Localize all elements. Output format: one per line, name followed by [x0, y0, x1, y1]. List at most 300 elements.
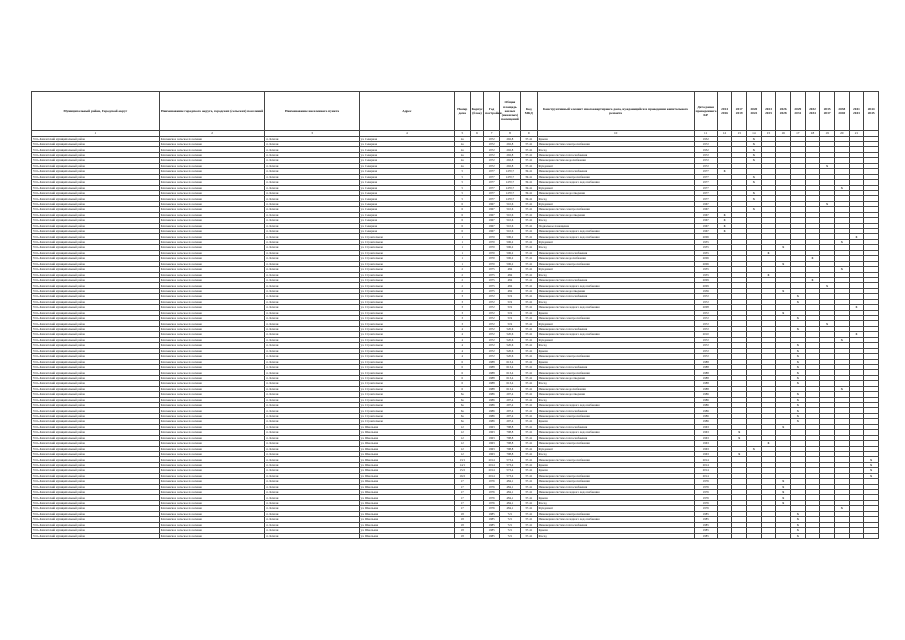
- period-mark: X: [790, 343, 805, 348]
- cell-year: 1976: [484, 484, 500, 489]
- cell-dist: Усть-Камчатский муниципальный район: [32, 370, 160, 375]
- cell-year: 1975: [484, 288, 500, 293]
- cell-code: 37-41: [520, 462, 537, 467]
- cell-dist: Усть-Камчатский муниципальный район: [32, 408, 160, 413]
- cell-sett: Ключевское сельское поселение: [159, 321, 265, 326]
- cell-elem: Инженерная система холодного водоснабжения: [537, 234, 694, 239]
- cell-addr: ул. Школьная: [359, 511, 454, 516]
- cell-code: 37-41: [520, 430, 537, 435]
- cell-prev: 1952: [694, 136, 717, 141]
- cell-area: 519: [499, 299, 520, 304]
- cell-loc: п. Ключи: [265, 142, 359, 147]
- cell-elem: Инженерная система электроснабжения: [537, 479, 694, 484]
- cell-sett: Ключевское сельское поселение: [159, 299, 265, 304]
- cell-sett: Ключевское сельское поселение: [159, 190, 265, 195]
- cell-loc: п. Ключи: [265, 533, 359, 538]
- cell-num: 1: [454, 239, 470, 244]
- cell-loc: п. Ключи: [265, 528, 359, 533]
- cell-year: 1977: [484, 190, 500, 195]
- cell-loc: п. Ключи: [265, 294, 359, 299]
- cell-addr: ул. Строительная: [359, 288, 454, 293]
- period-mark: X: [864, 468, 879, 473]
- cell-dist: Усть-Камчатский муниципальный район: [32, 180, 160, 185]
- cell-num: 6а: [454, 403, 470, 408]
- cell-area: 297,4: [499, 397, 520, 402]
- cell-code: 37-41: [520, 451, 537, 456]
- cell-dist: Усть-Камчатский муниципальный район: [32, 283, 160, 288]
- column-header: 2032 2034: [805, 92, 820, 131]
- cell-sett: Ключевское сельское поселение: [159, 174, 265, 179]
- cell-dist: Усть-Камчатский муниципальный район: [32, 234, 160, 239]
- period-mark: X: [776, 495, 791, 500]
- cell-prev: 1985: [694, 517, 717, 522]
- cell-code: 37-41: [520, 348, 537, 353]
- cell-loc: п. Ключи: [265, 180, 359, 185]
- cell-num: 3: [454, 316, 470, 321]
- cell-addr: ул. Школьная: [359, 500, 454, 505]
- cell-addr: ул. Северная: [359, 174, 454, 179]
- cell-elem: Инженерная система теплоснабжения: [537, 424, 694, 429]
- cell-loc: п. Ключи: [265, 441, 359, 446]
- period-cell: [820, 533, 835, 538]
- cell-loc: п. Ключи: [265, 386, 359, 391]
- column-number: 17: [790, 131, 805, 137]
- cell-loc: п. Ключи: [265, 430, 359, 435]
- cell-dist: Усть-Камчатский муниципальный район: [32, 169, 160, 174]
- cell-dist: Усть-Камчатский муниципальный район: [32, 451, 160, 456]
- cell-area: 484: [499, 288, 520, 293]
- cell-num: 2: [454, 283, 470, 288]
- cell-sett: Ключевское сельское поселение: [159, 196, 265, 201]
- cell-elem: Инженерная система электроснабжения: [537, 174, 694, 179]
- cell-dist: Усть-Камчатский муниципальный район: [32, 152, 160, 157]
- cell-elem: Крыша: [537, 468, 694, 473]
- cell-num: 5: [454, 169, 470, 174]
- cell-sett: Ключевское сельское поселение: [159, 343, 265, 348]
- cell-code: 37-41: [520, 479, 537, 484]
- cell-dist: Усть-Камчатский муниципальный район: [32, 245, 160, 250]
- period-cell: [864, 533, 879, 538]
- cell-year: 1985: [484, 522, 500, 527]
- cell-addr: ул. Школьная: [359, 446, 454, 451]
- cell-loc: п. Ключи: [265, 218, 359, 223]
- period-mark: X: [790, 408, 805, 413]
- cell-elem: Фундамент: [537, 163, 694, 168]
- cell-code: 37-41: [520, 326, 537, 331]
- cell-elem: Инженерная система теплоснабжения: [537, 152, 694, 157]
- cell-sett: Ключевское сельское поселение: [159, 375, 265, 380]
- cell-code: 37-41: [520, 490, 537, 495]
- period-mark: X: [790, 375, 805, 380]
- cell-prev: 2008: [694, 305, 717, 310]
- cell-addr: ул. Строительная: [359, 408, 454, 413]
- cell-year: 1972: [484, 321, 500, 326]
- column-header: 2017 2019: [732, 92, 747, 131]
- cell-area: 510,6: [499, 223, 520, 228]
- cell-sett: Ключевское сельское поселение: [159, 310, 265, 315]
- cell-addr: ул. Школьная: [359, 522, 454, 527]
- cell-elem: Фундамент: [537, 506, 694, 511]
- cell-num: 6а: [454, 397, 470, 402]
- cell-code: 37-41: [520, 337, 537, 342]
- cell-num: 17: [454, 490, 470, 495]
- column-number: 21: [849, 131, 864, 137]
- cell-elem: Инженерная система электроснабжения: [537, 457, 694, 462]
- cell-code: 37-41: [520, 522, 537, 527]
- period-cell: [717, 533, 732, 538]
- cell-code: 39-41: [520, 180, 537, 185]
- cell-prev: 1972: [694, 142, 717, 147]
- cell-elem: Фундамент: [537, 446, 694, 451]
- cell-dist: Усть-Камчатский муниципальный район: [32, 468, 160, 473]
- cell-year: 1963: [484, 441, 500, 446]
- cell-code: 37-41: [520, 239, 537, 244]
- cell-addr: ул. Строительная: [359, 316, 454, 321]
- period-mark: X: [864, 473, 879, 478]
- cell-sett: Ключевское сельское поселение: [159, 430, 265, 435]
- cell-elem: Инженерная система электроснабжения: [537, 511, 694, 516]
- cell-year: 1972: [484, 326, 500, 331]
- cell-elem: Инженерная система холодного водоснабжения: [537, 305, 694, 310]
- cell-loc: п. Ключи: [265, 517, 359, 522]
- column-header: 2020 2022: [747, 92, 762, 131]
- cell-sett: Ключевское сельское поселение: [159, 332, 265, 337]
- cell-loc: п. Ключи: [265, 147, 359, 152]
- period-mark: X: [761, 272, 776, 277]
- period-mark: X: [790, 354, 805, 359]
- column-header: Наименование городского округа, городских (сельских) поселений: [159, 92, 265, 131]
- period-mark: X: [776, 245, 791, 250]
- cell-elem: Фундамент: [537, 185, 694, 190]
- cell-addr: ул. Строительная: [359, 283, 454, 288]
- cell-loc: п. Ключи: [265, 261, 359, 266]
- cell-sett: Ключевское сельское поселение: [159, 136, 265, 141]
- cell-code: 37-41: [520, 136, 537, 141]
- cell-prev: 1967: [694, 218, 717, 223]
- cell-area: 798,8: [499, 435, 520, 440]
- cell-code: 37-41: [520, 201, 537, 206]
- cell-area: 721: [499, 517, 520, 522]
- period-mark: X: [790, 316, 805, 321]
- cell-num: 4а: [454, 136, 470, 141]
- cell-year: 1977: [484, 196, 500, 201]
- cell-prev: 1963: [694, 441, 717, 446]
- cell-dist: Усть-Камчатский муниципальный район: [32, 500, 160, 505]
- cell-sett: Ключевское сельское поселение: [159, 294, 265, 299]
- cell-year: 1976: [484, 500, 500, 505]
- cell-dist: Усть-Камчатский муниципальный район: [32, 441, 160, 446]
- cell-num: 6а: [454, 408, 470, 413]
- cell-prev: 1976: [694, 495, 717, 500]
- period-mark: X: [747, 190, 762, 195]
- period-mark: X: [790, 517, 805, 522]
- period-mark: X: [776, 288, 791, 293]
- cell-addr: ул. Школьная: [359, 462, 454, 467]
- cell-sett: Ключевское сельское поселение: [159, 392, 265, 397]
- cell-loc: п. Ключи: [265, 343, 359, 348]
- period-cell: [747, 533, 762, 538]
- column-number: 19: [820, 131, 835, 137]
- cell-loc: п. Ключи: [265, 354, 359, 359]
- column-header: 2023 2025: [761, 92, 776, 131]
- cell-year: 1986: [484, 403, 500, 408]
- cell-loc: п. Ключи: [265, 277, 359, 282]
- column-number: 18: [805, 131, 820, 137]
- cell-prev: 1967: [694, 229, 717, 234]
- cell-num: 4а: [454, 163, 470, 168]
- cell-area: 506,2: [499, 234, 520, 239]
- cell-year: 1977: [484, 169, 500, 174]
- cell-addr: ул. Школьная: [359, 495, 454, 500]
- cell-area: 798,8: [499, 451, 520, 456]
- cell-addr: ул. Строительная: [359, 299, 454, 304]
- cell-addr: ул. Строительная: [359, 343, 454, 348]
- cell-code: 37-41: [520, 223, 537, 228]
- cell-code: 37-41: [520, 245, 537, 250]
- cell-elem: Фасад: [537, 218, 694, 223]
- period-mark: X: [747, 174, 762, 179]
- cell-year: 1986: [484, 413, 500, 418]
- cell-addr: ул. Северная: [359, 180, 454, 185]
- cell-code: 37-41: [520, 354, 537, 359]
- cell-code: 37-41: [520, 473, 537, 478]
- cell-sett: Ключевское сельское поселение: [159, 522, 265, 527]
- cell-prev: 1955: [694, 272, 717, 277]
- cell-area: 798,8: [499, 424, 520, 429]
- cell-sett: Ключевское сельское поселение: [159, 326, 265, 331]
- cell-year: 1972: [484, 299, 500, 304]
- column-header: 2014 2016: [717, 92, 732, 131]
- cell-code: 37-41: [520, 517, 537, 522]
- cell-loc: п. Ключи: [265, 196, 359, 201]
- period-mark: X: [790, 419, 805, 424]
- cell-prev: 1963: [694, 435, 717, 440]
- cell-sett: Ключевское сельское поселение: [159, 207, 265, 212]
- cell-loc: п. Ключи: [265, 250, 359, 255]
- column-header: Конструктивный элемент многоквартирного дома, нуждающийся в проведении капитального ремонта: [537, 92, 694, 131]
- cell-sett: Ключевское сельское поселение: [159, 337, 265, 342]
- cell-elem: Фундамент: [537, 239, 694, 244]
- cell-loc: п. Ключи: [265, 207, 359, 212]
- column-header: Корпус (блок): [470, 92, 484, 131]
- cell-prev: 1985: [694, 522, 717, 527]
- period-mark: X: [805, 277, 820, 282]
- cell-elem: Инженерная система теплоснабжения: [537, 484, 694, 489]
- cell-num: 12: [454, 430, 470, 435]
- cell-dist: Усть-Камчатский муниципальный район: [32, 479, 160, 484]
- cell-addr: ул. Школьная: [359, 490, 454, 495]
- cell-num: 2: [454, 277, 470, 282]
- cell-prev: 2006: [694, 261, 717, 266]
- cell-prev: 1972: [694, 348, 717, 353]
- cell-dist: Усть-Камчатский муниципальный район: [32, 337, 160, 342]
- cell-prev: 2009: [694, 283, 717, 288]
- period-mark: X: [849, 305, 864, 310]
- cell-addr: ул. Строительная: [359, 419, 454, 424]
- cell-loc: п. Ключи: [265, 152, 359, 157]
- cell-area: 506,2: [499, 245, 520, 250]
- cell-dist: Усть-Камчатский муниципальный район: [32, 375, 160, 380]
- period-mark: X: [776, 484, 791, 489]
- cell-year: 1977: [484, 180, 500, 185]
- cell-loc: п. Ключи: [265, 288, 359, 293]
- cell-year: 1988: [484, 381, 500, 386]
- cell-area: 520,6: [499, 348, 520, 353]
- cell-code: 37-41: [520, 403, 537, 408]
- cell-dist: Усть-Камчатский муниципальный район: [32, 190, 160, 195]
- period-cell: [834, 533, 849, 538]
- cell-area: 297,4: [499, 419, 520, 424]
- cell-area: 510,6: [499, 212, 520, 217]
- cell-addr: ул. Северная: [359, 169, 454, 174]
- cell-num: 17: [454, 479, 470, 484]
- period-mark: X: [790, 359, 805, 364]
- cell-prev: 1977: [694, 185, 717, 190]
- column-header: Муниципальный район, Городской округ: [32, 92, 160, 131]
- cell-area: 292,8: [499, 147, 520, 152]
- period-mark: X: [761, 250, 776, 255]
- cell-addr: ул. Строительная: [359, 261, 454, 266]
- cell-elem: Инженерная система электроснабжения: [537, 413, 694, 418]
- period-mark: X: [790, 294, 805, 299]
- cell-year: 1972: [484, 310, 500, 315]
- cell-dist: Усть-Камчатский муниципальный район: [32, 250, 160, 255]
- cell-num: 5: [454, 196, 470, 201]
- cell-loc: п. Ключи: [265, 446, 359, 451]
- cell-area: 297,4: [499, 392, 520, 397]
- cell-year: 1967: [484, 212, 500, 217]
- cell-prev: 2014: [694, 473, 717, 478]
- cell-elem: Инженерная система электроснабжения: [537, 142, 694, 147]
- cell-elem: Инженерная система холодного водоснабжения: [537, 430, 694, 435]
- period-mark: X: [834, 239, 849, 244]
- cell-dist: Усть-Камчатский муниципальный район: [32, 174, 160, 179]
- cell-year: 1972: [484, 294, 500, 299]
- cell-num: 1: [454, 245, 470, 250]
- cell-area: 484: [499, 272, 520, 277]
- cell-num: 4: [454, 332, 470, 337]
- cell-year: 1972: [484, 147, 500, 152]
- cell-area: 520,6: [499, 326, 520, 331]
- cell-area: 506,2: [499, 261, 520, 266]
- column-number: 1: [32, 131, 160, 137]
- cell-code: 37-41: [520, 316, 537, 321]
- cell-year: 1985: [484, 528, 500, 533]
- cell-num: 18: [454, 511, 470, 516]
- cell-area: 573,4: [499, 457, 520, 462]
- cell-num: 13/1: [454, 457, 470, 462]
- cell-elem: Инженерная система водоотведения: [537, 392, 694, 397]
- cell-sett: Ключевское сельское поселение: [159, 316, 265, 321]
- cell-loc: п. Ключи: [265, 522, 359, 527]
- column-number: 11: [694, 131, 717, 137]
- period-mark: X: [776, 424, 791, 429]
- cell-dist: Усть-Камчатский муниципальный район: [32, 517, 160, 522]
- cell-num: 6: [454, 375, 470, 380]
- cell-area: 798,8: [499, 441, 520, 446]
- cell-sett: Ключевское сельское поселение: [159, 528, 265, 533]
- cell-area: 798,8: [499, 430, 520, 435]
- cell-num: 6: [454, 359, 470, 364]
- cell-sett: Ключевское сельское поселение: [159, 272, 265, 277]
- cell-dist: Усть-Камчатский муниципальный район: [32, 522, 160, 527]
- cell-elem: Инженерная система водоотведения: [537, 190, 694, 195]
- cell-num: 4а: [454, 152, 470, 157]
- cell-num: 3: [454, 294, 470, 299]
- cell-loc: п. Ключи: [265, 299, 359, 304]
- cell-dist: Усть-Камчатский муниципальный район: [32, 359, 160, 364]
- cell-code: 39-41: [520, 190, 537, 195]
- cell-year: 1972: [484, 136, 500, 141]
- cell-prev: 2006: [694, 256, 717, 261]
- cell-addr: ул. Школьная: [359, 451, 454, 456]
- cell-code: 37-41: [520, 364, 537, 369]
- cell-area: 484: [499, 283, 520, 288]
- period-mark: X: [820, 321, 835, 326]
- cell-dist: Усть-Камчатский муниципальный район: [32, 364, 160, 369]
- cell-code: 37-41: [520, 229, 537, 234]
- cell-dist: Усть-Камчатский муниципальный район: [32, 142, 160, 147]
- column-header: Код МКД: [520, 92, 537, 131]
- cell-year: 2014: [484, 473, 500, 478]
- cell-dist: Усть-Камчатский муниципальный район: [32, 413, 160, 418]
- cell-code: 37-41: [520, 343, 537, 348]
- cell-code: 37-41: [520, 158, 537, 163]
- cell-dist: Усть-Камчатский муниципальный район: [32, 277, 160, 282]
- cell-sett: Ключевское сельское поселение: [159, 364, 265, 369]
- cell-loc: п. Ключи: [265, 136, 359, 141]
- cell-loc: п. Ключи: [265, 174, 359, 179]
- cell-elem: Инженерная система теплоснабжения: [537, 294, 694, 299]
- column-header: 2026 2028: [776, 92, 791, 131]
- cell-year: 1988: [484, 370, 500, 375]
- period-cell: [776, 533, 791, 538]
- cell-area: 721: [499, 528, 520, 533]
- cell-sett: Ключевское сельское поселение: [159, 245, 265, 250]
- cell-code: 37-41: [520, 397, 537, 402]
- cell-year: 1963: [484, 446, 500, 451]
- cell-dist: Усть-Камчатский муниципальный район: [32, 490, 160, 495]
- cell-prev: 1988: [694, 381, 717, 386]
- cell-year: 1970: [484, 245, 500, 250]
- cell-sett: Ключевское сельское поселение: [159, 180, 265, 185]
- cell-prev: 2014: [694, 457, 717, 462]
- cell-year: 1963: [484, 435, 500, 440]
- cell-year: 1985: [484, 517, 500, 522]
- cell-elem: Инженерная система электроснабжения: [537, 370, 694, 375]
- period-mark: X: [747, 158, 762, 163]
- period-mark: X: [790, 528, 805, 533]
- cell-addr: ул. Строительная: [359, 392, 454, 397]
- cell-year: 1976: [484, 495, 500, 500]
- cell-prev: 1972: [694, 321, 717, 326]
- cell-prev: 1972: [694, 354, 717, 359]
- cell-code: 37-41: [520, 147, 537, 152]
- cell-loc: п. Ключи: [265, 403, 359, 408]
- cell-year: 1967: [484, 201, 500, 206]
- cell-year: 1972: [484, 354, 500, 359]
- cell-num: 17: [454, 484, 470, 489]
- cell-prev: 1986: [694, 408, 717, 413]
- period-mark: X: [790, 348, 805, 353]
- cell-elem: Инженерная система водоотведения: [537, 212, 694, 217]
- cell-area: 573,4: [499, 468, 520, 473]
- cell-addr: ул. Строительная: [359, 277, 454, 282]
- column-header: 2041 2043: [849, 92, 864, 131]
- cell-elem: Инженерная система холодного водоснабжения: [537, 229, 694, 234]
- cell-elem: Инженерная система теплоснабжения: [537, 277, 694, 282]
- period-mark: X: [834, 386, 849, 391]
